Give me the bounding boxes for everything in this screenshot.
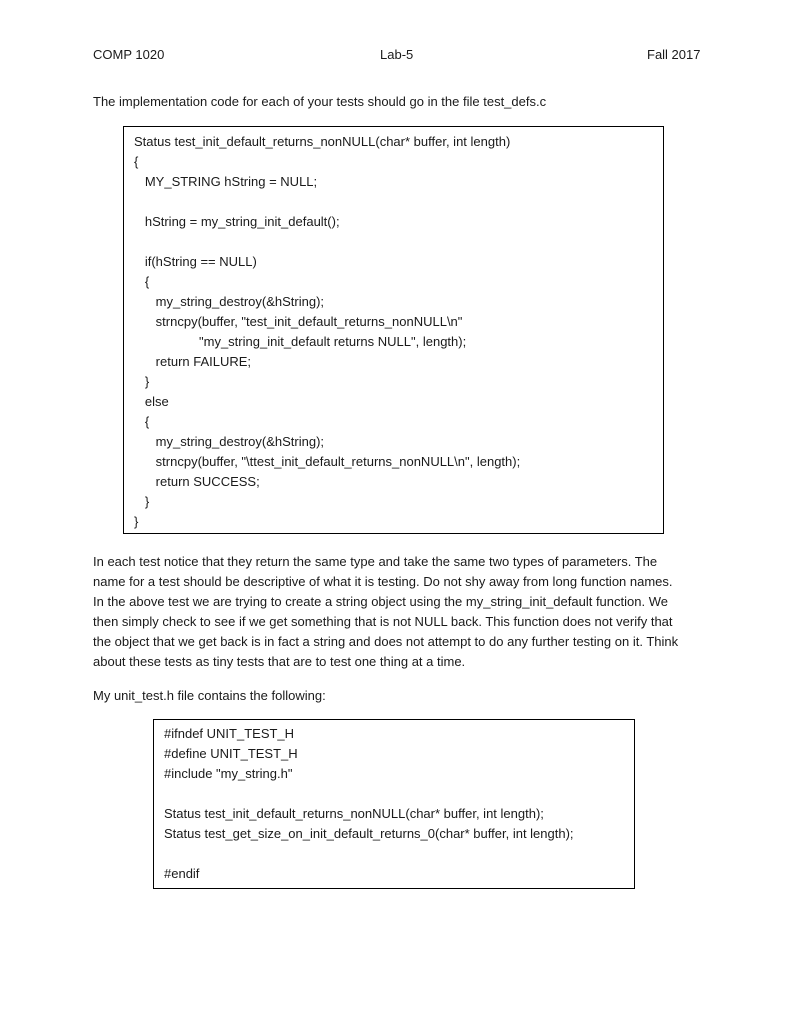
code-line: } xyxy=(134,494,150,509)
code-line xyxy=(164,844,634,864)
paragraph-line: In the above test we are trying to create a string object using the my_string_init_default function. We xyxy=(93,594,668,609)
code-block-test-defs xyxy=(123,126,664,534)
header-lab: Lab-5 xyxy=(380,47,414,62)
code-line: strncpy(buffer, "\ttest_init_default_returns_nonNULL\n", length); xyxy=(134,454,521,469)
unit-test-lead-in: My unit_test.h file contains the following: xyxy=(93,688,326,703)
code-line: else xyxy=(134,394,169,409)
paragraph-line: In each test notice that they return the same type and take the same two types of parameters. The xyxy=(93,554,658,569)
header-course: COMP 1020 xyxy=(93,47,165,62)
code-line: my_string_destroy(&hString); xyxy=(134,294,325,309)
paragraph-line: name for a test should be descriptive of what it is testing. Do not shy away from long function names. xyxy=(93,574,673,589)
paragraph-line: then simply check to see if we get something that is not NULL back. This function does not verify that xyxy=(93,614,673,629)
code-line: my_string_destroy(&hString); xyxy=(134,434,325,449)
code-line: #ifndef UNIT_TEST_H xyxy=(164,726,295,741)
explanation-paragraph xyxy=(93,552,703,672)
code-line: "my_string_init_default returns NULL", length); xyxy=(134,334,467,349)
code-line: } xyxy=(134,514,139,529)
code-line: { xyxy=(134,154,139,169)
paragraph-line: the object that we get back is in fact a string and does not attempt to do any further testing on it. Think xyxy=(93,634,679,649)
code-line: return SUCCESS; xyxy=(134,474,260,489)
code-line xyxy=(164,784,634,804)
intro-text: The implementation code for each of your tests should go in the file test_defs.c xyxy=(93,94,547,109)
code-line: strncpy(buffer, "test_init_default_returns_nonNULL\n" xyxy=(134,314,463,329)
code-block-unit-test-h xyxy=(153,719,635,889)
code-line xyxy=(134,232,663,252)
code-line: Status test_get_size_on_init_default_returns_0(char* buffer, int length); xyxy=(164,826,574,841)
code-line: #endif xyxy=(164,866,200,881)
code-line xyxy=(134,192,663,212)
header-term: Fall 2017 xyxy=(647,47,701,62)
code-line: return FAILURE; xyxy=(134,354,252,369)
code-line: Status test_init_default_returns_nonNULL(char* buffer, int length) xyxy=(134,134,511,149)
code-line: } xyxy=(134,374,150,389)
code-line: hString = my_string_init_default(); xyxy=(134,214,340,229)
code-line: { xyxy=(134,414,150,429)
code-line: if(hString == NULL) xyxy=(134,254,257,269)
code-line: MY_STRING hString = NULL; xyxy=(134,174,318,189)
code-line: Status test_init_default_returns_nonNULL(char* buffer, int length); xyxy=(164,806,544,821)
code-line: #include "my_string.h" xyxy=(164,766,293,781)
code-line: { xyxy=(134,274,150,289)
paragraph-line: about these tests as tiny tests that are to test one thing at a time. xyxy=(93,654,466,669)
code-line: #define UNIT_TEST_H xyxy=(164,746,298,761)
